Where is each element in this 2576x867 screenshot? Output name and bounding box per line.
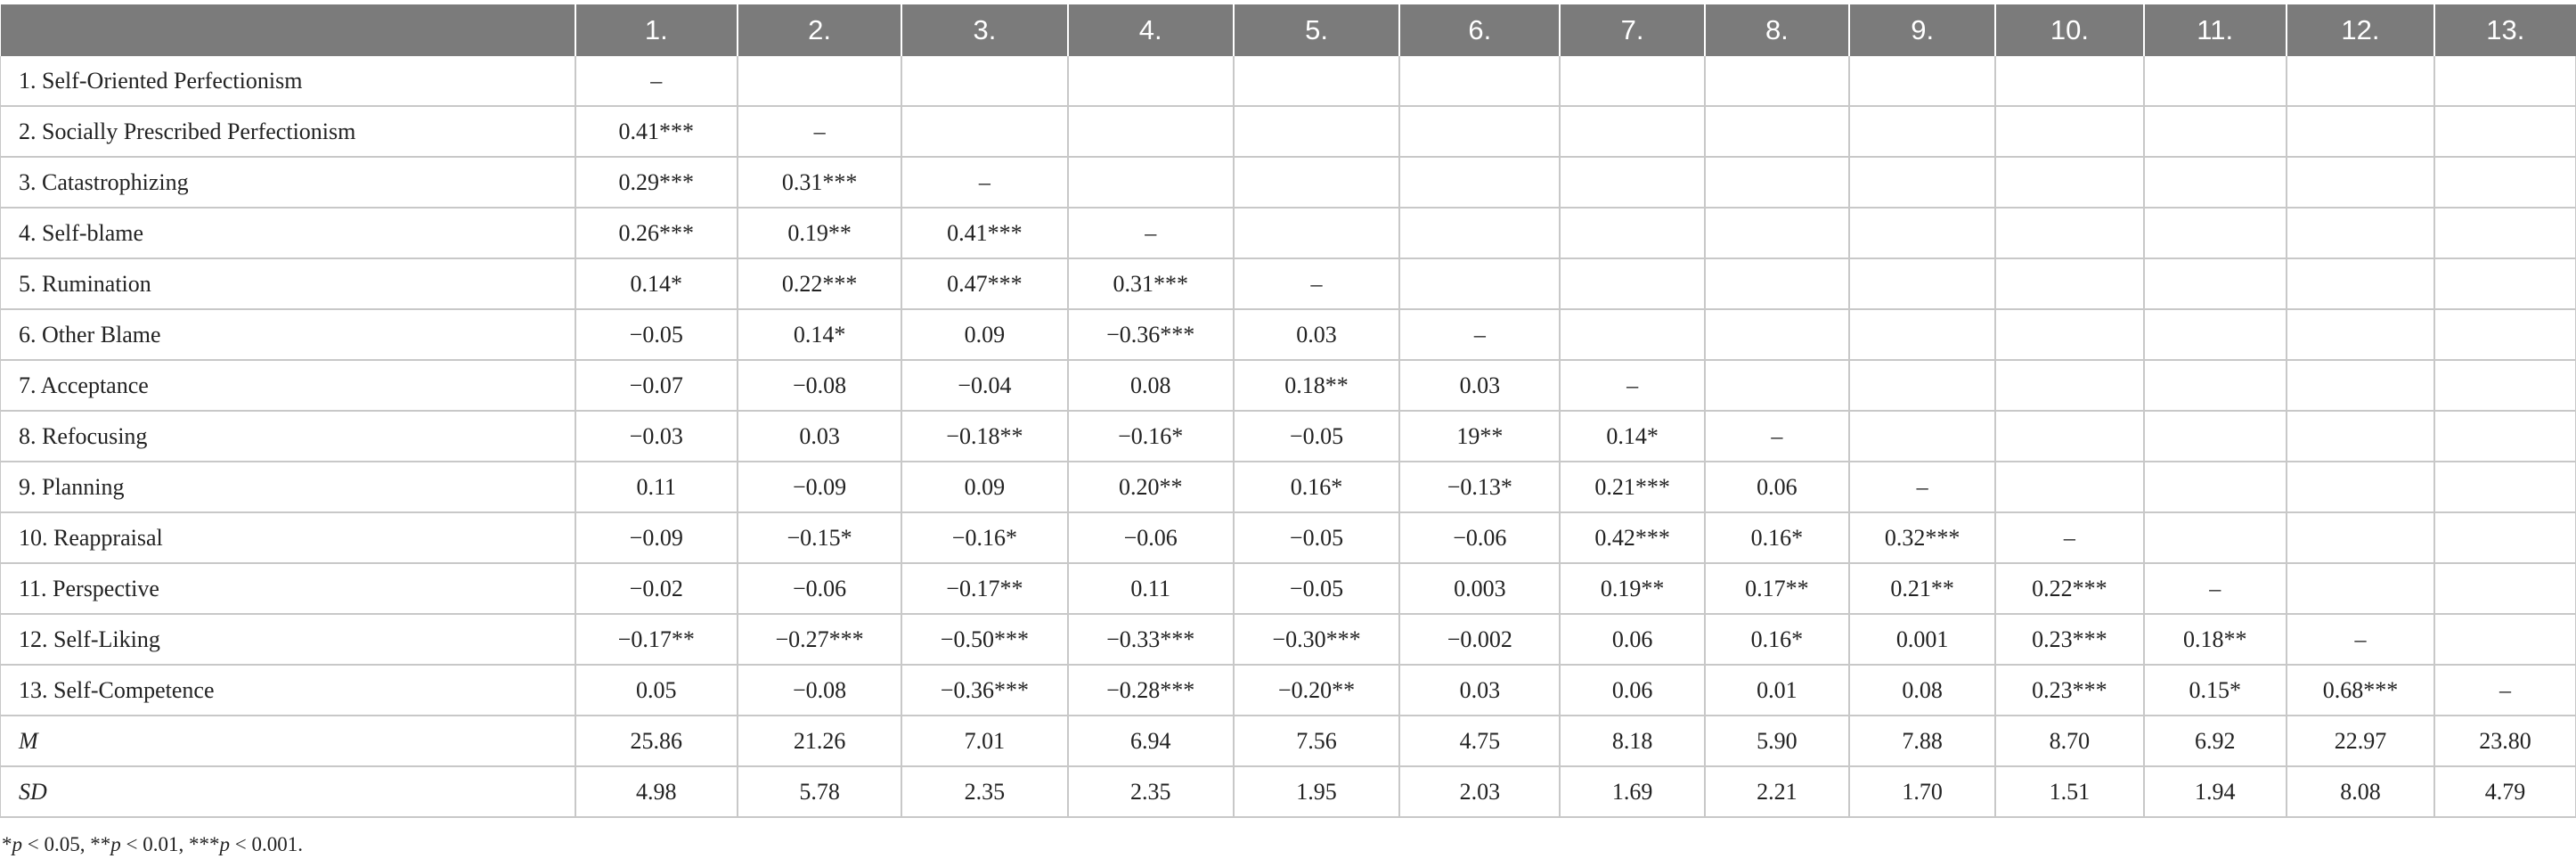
table-row [1,309,2576,360]
column-header: 12. [2287,4,2434,56]
table-cell [1068,106,1234,157]
table-row [1,563,2576,614]
table-cell: 0.41*** [901,208,1067,258]
table-cell [2144,512,2287,563]
column-header: 11. [2144,4,2287,56]
table-cell [901,106,1067,157]
table-cell: −0.05 [1234,563,1399,614]
table-cell [1849,106,1995,157]
table-cell: 2.35 [901,766,1067,817]
table-cell: −0.04 [901,360,1067,411]
table-cell: −0.06 [1399,512,1560,563]
footnote-text: * [2,833,12,855]
table-cell: 4.79 [2434,766,2575,817]
table-cell: −0.05 [575,309,738,360]
table-cell [2144,411,2287,462]
table-cell: 0.23*** [1995,665,2143,716]
table-cell: 1.51 [1995,766,2143,817]
table-cell: 0.22*** [1995,563,2143,614]
table-cell [1705,208,1849,258]
table-cell [2144,208,2287,258]
row-label: 12. Self-Liking [1,614,575,665]
row-label: 4. Self-blame [1,208,575,258]
table-cell: 0.17** [1705,563,1849,614]
table-cell: – [2144,563,2287,614]
column-header: 3. [901,4,1067,56]
table-row [1,56,2576,106]
table-cell: −0.002 [1399,614,1560,665]
table-cell [2144,309,2287,360]
table-cell [1560,309,1704,360]
table-cell: 21.26 [738,716,901,766]
table-cell [1560,157,1704,208]
table-cell: 0.03 [1234,309,1399,360]
table-cell [2287,208,2434,258]
table-cell: 0.15* [2144,665,2287,716]
table-cell: 0.31*** [1068,258,1234,309]
table-cell: 0.20** [1068,462,1234,512]
table-row [1,360,2576,411]
table-cell [1705,157,1849,208]
table-cell: 0.22*** [738,258,901,309]
table-cell: 0.09 [901,462,1067,512]
table-cell: 7.88 [1849,716,1995,766]
table-cell: 25.86 [575,716,738,766]
table-cell [1560,56,1704,106]
table-cell [2287,462,2434,512]
table-cell: 0.08 [1068,360,1234,411]
table-cell: −0.17** [575,614,738,665]
table-cell [2144,157,2287,208]
table-cell [1849,360,1995,411]
row-label: 9. Planning [1,462,575,512]
table-cell [2287,309,2434,360]
table-cell [1995,157,2143,208]
row-label: 6. Other Blame [1,309,575,360]
table-row [1,208,2576,258]
table-cell: 23.80 [2434,716,2575,766]
table-cell [1560,208,1704,258]
table-cell: −0.09 [575,512,738,563]
table-cell: −0.16* [901,512,1067,563]
table-cell [1849,309,1995,360]
table-cell [1995,56,2143,106]
table-cell: 7.56 [1234,716,1399,766]
table-cell [2434,411,2575,462]
table-row [1,462,2576,512]
table-cell: 7.01 [901,716,1067,766]
column-header: 2. [738,4,901,56]
table-cell: −0.02 [575,563,738,614]
table-cell: −0.09 [738,462,901,512]
table-cell: 0.18** [2144,614,2287,665]
table-cell: 0.14* [738,309,901,360]
table-cell: −0.05 [1234,512,1399,563]
row-label: 10. Reappraisal [1,512,575,563]
table-cell: 0.18** [1234,360,1399,411]
table-cell [1995,411,2143,462]
table-cell [1234,157,1399,208]
table-cell [1849,56,1995,106]
table-cell [1705,309,1849,360]
table-cell: 0.19** [738,208,901,258]
table-cell [2144,56,2287,106]
table-cell [738,56,901,106]
row-label: 5. Rumination [1,258,575,309]
table-cell: 0.09 [901,309,1067,360]
table-cell: – [738,106,901,157]
footnote-p-symbol: p [110,833,121,855]
table-cell [1399,208,1560,258]
table-cell [1399,258,1560,309]
table-cell: 0.68*** [2287,665,2434,716]
table-cell [2287,360,2434,411]
table-cell: 2.21 [1705,766,1849,817]
table-cell [2287,106,2434,157]
column-header: 9. [1849,4,1995,56]
column-header: 7. [1560,4,1704,56]
table-cell: – [901,157,1067,208]
table-cell: 0.11 [575,462,738,512]
table-cell [1849,157,1995,208]
table-body [1,56,2576,817]
table-cell [2434,106,2575,157]
table-cell: −0.15* [738,512,901,563]
table-cell [1560,106,1704,157]
table-cell: 0.001 [1849,614,1995,665]
table-cell [2434,208,2575,258]
row-label: 13. Self-Competence [1,665,575,716]
table-cell [1995,106,2143,157]
table-cell: – [1560,360,1704,411]
table-cell: 22.97 [2287,716,2434,766]
table-cell: 0.16* [1705,512,1849,563]
table-cell: 0.003 [1399,563,1560,614]
table-cell: 0.03 [1399,665,1560,716]
column-header: 5. [1234,4,1399,56]
row-label: 2. Socially Prescribed Perfectionism [1,106,575,157]
table-cell: −0.27*** [738,614,901,665]
table-cell: 5.78 [738,766,901,817]
table-cell: 0.06 [1560,614,1704,665]
table-cell [2287,157,2434,208]
table-cell: −0.28*** [1068,665,1234,716]
table-cell: – [1399,309,1560,360]
table-cell: 8.18 [1560,716,1704,766]
table-cell: 6.92 [2144,716,2287,766]
table-cell: 8.70 [1995,716,2143,766]
table-cell: 0.14* [1560,411,1704,462]
table-cell: 0.29*** [575,157,738,208]
table-cell [2434,157,2575,208]
table-cell: – [2434,665,2575,716]
table-cell: 0.31*** [738,157,901,208]
table-cell: 0.21** [1849,563,1995,614]
column-header: 13. [2434,4,2575,56]
table-cell: – [575,56,738,106]
table-cell [2144,258,2287,309]
footnote-text: < 0.05, ** [22,833,111,855]
correlation-table [0,4,2576,818]
row-label: 3. Catastrophizing [1,157,575,208]
table-cell: 0.21*** [1560,462,1704,512]
row-label: 1. Self-Oriented Perfectionism [1,56,575,106]
table-cell [2144,462,2287,512]
table-cell: −0.03 [575,411,738,462]
table-row [1,411,2576,462]
table-cell [901,56,1067,106]
table-cell: −0.36*** [1068,309,1234,360]
table-cell [1849,258,1995,309]
table-cell: 0.23*** [1995,614,2143,665]
table-cell: 19** [1399,411,1560,462]
table-cell [2287,563,2434,614]
table-cell [1399,157,1560,208]
table-row [1,716,2576,766]
table-cell: −0.13* [1399,462,1560,512]
table-cell: 0.42*** [1560,512,1704,563]
row-label: 7. Acceptance [1,360,575,411]
table-cell: −0.08 [738,360,901,411]
table-cell: −0.05 [1234,411,1399,462]
table-cell: 0.14* [575,258,738,309]
table-cell: −0.50*** [901,614,1067,665]
table-cell: 0.03 [738,411,901,462]
footnote-p-symbol: p [12,833,22,855]
table-cell: −0.07 [575,360,738,411]
table-cell [1995,462,2143,512]
row-label: 8. Refocusing [1,411,575,462]
table-cell: 0.06 [1560,665,1704,716]
table-cell: 4.75 [1399,716,1560,766]
table-cell [2287,258,2434,309]
table-cell [1399,56,1560,106]
table-cell: 2.35 [1068,766,1234,817]
table-cell [2434,309,2575,360]
table-cell: – [1234,258,1399,309]
table-cell: 1.69 [1560,766,1704,817]
table-row [1,106,2576,157]
table-cell: 6.94 [1068,716,1234,766]
table-cell: – [1995,512,2143,563]
column-header-label [1,4,575,56]
column-header: 10. [1995,4,2143,56]
table-cell: – [1705,411,1849,462]
footnote-p-symbol: p [219,833,230,855]
table-cell: 0.26*** [575,208,738,258]
table-cell: −0.33*** [1068,614,1234,665]
table-row [1,665,2576,716]
column-header: 6. [1399,4,1560,56]
table-cell: 0.16* [1234,462,1399,512]
table-cell [2434,563,2575,614]
table-cell: −0.16* [1068,411,1234,462]
table-row [1,766,2576,817]
table-cell [1399,106,1560,157]
table-cell [1705,360,1849,411]
table-cell: 1.70 [1849,766,1995,817]
footnote-text: < 0.001. [229,833,303,855]
table-cell: 0.05 [575,665,738,716]
table-cell: 0.47*** [901,258,1067,309]
table-cell: 5.90 [1705,716,1849,766]
table-cell [1995,258,2143,309]
table-cell [2287,411,2434,462]
table-cell: 8.08 [2287,766,2434,817]
column-header: 8. [1705,4,1849,56]
footnote-text: < 0.01, *** [120,833,220,855]
table-row [1,258,2576,309]
table-cell: – [2287,614,2434,665]
table-cell: 0.19** [1560,563,1704,614]
table-cell: −0.18** [901,411,1067,462]
row-label: SD [1,766,575,817]
table-cell [1068,157,1234,208]
table-cell [1234,56,1399,106]
table-cell: 0.32*** [1849,512,1995,563]
table-cell: −0.06 [1068,512,1234,563]
table-cell [1068,56,1234,106]
column-header: 1. [575,4,738,56]
table-cell [1234,106,1399,157]
table-cell [1995,309,2143,360]
table-cell: −0.06 [738,563,901,614]
table-row [1,614,2576,665]
table-header-row [1,4,2576,56]
table-cell: 1.95 [1234,766,1399,817]
table-cell [1705,258,1849,309]
row-label: M [1,716,575,766]
table-cell: 0.41*** [575,106,738,157]
table-cell [2434,258,2575,309]
table-cell [2434,56,2575,106]
table-cell [2434,614,2575,665]
table-cell: 1.94 [2144,766,2287,817]
table-cell [2434,360,2575,411]
table-cell: −0.08 [738,665,901,716]
table-cell: −0.20** [1234,665,1399,716]
table-cell [1995,208,2143,258]
table-cell [1234,208,1399,258]
table-cell [2144,106,2287,157]
table-cell [2434,462,2575,512]
table-cell: – [1068,208,1234,258]
table-cell: 0.06 [1705,462,1849,512]
table-cell [2287,512,2434,563]
table-cell [2287,56,2434,106]
table-cell [1849,208,1995,258]
table-cell [1849,411,1995,462]
table-cell: 2.03 [1399,766,1560,817]
table-cell [1560,258,1704,309]
table-cell [2144,360,2287,411]
table-row [1,512,2576,563]
table-cell: 4.98 [575,766,738,817]
table-cell: −0.36*** [901,665,1067,716]
table-footnote [2,833,303,856]
table-cell: 0.01 [1705,665,1849,716]
table-cell: 0.16* [1705,614,1849,665]
table-cell [1705,106,1849,157]
table-row [1,157,2576,208]
column-header: 4. [1068,4,1234,56]
table-cell: 0.03 [1399,360,1560,411]
table-cell: – [1849,462,1995,512]
table-cell: 0.08 [1849,665,1995,716]
table-cell [2434,512,2575,563]
table-cell [1705,56,1849,106]
row-label: 11. Perspective [1,563,575,614]
table-cell: 0.11 [1068,563,1234,614]
table-cell [1995,360,2143,411]
table-cell: −0.17** [901,563,1067,614]
table-cell: −0.30*** [1234,614,1399,665]
